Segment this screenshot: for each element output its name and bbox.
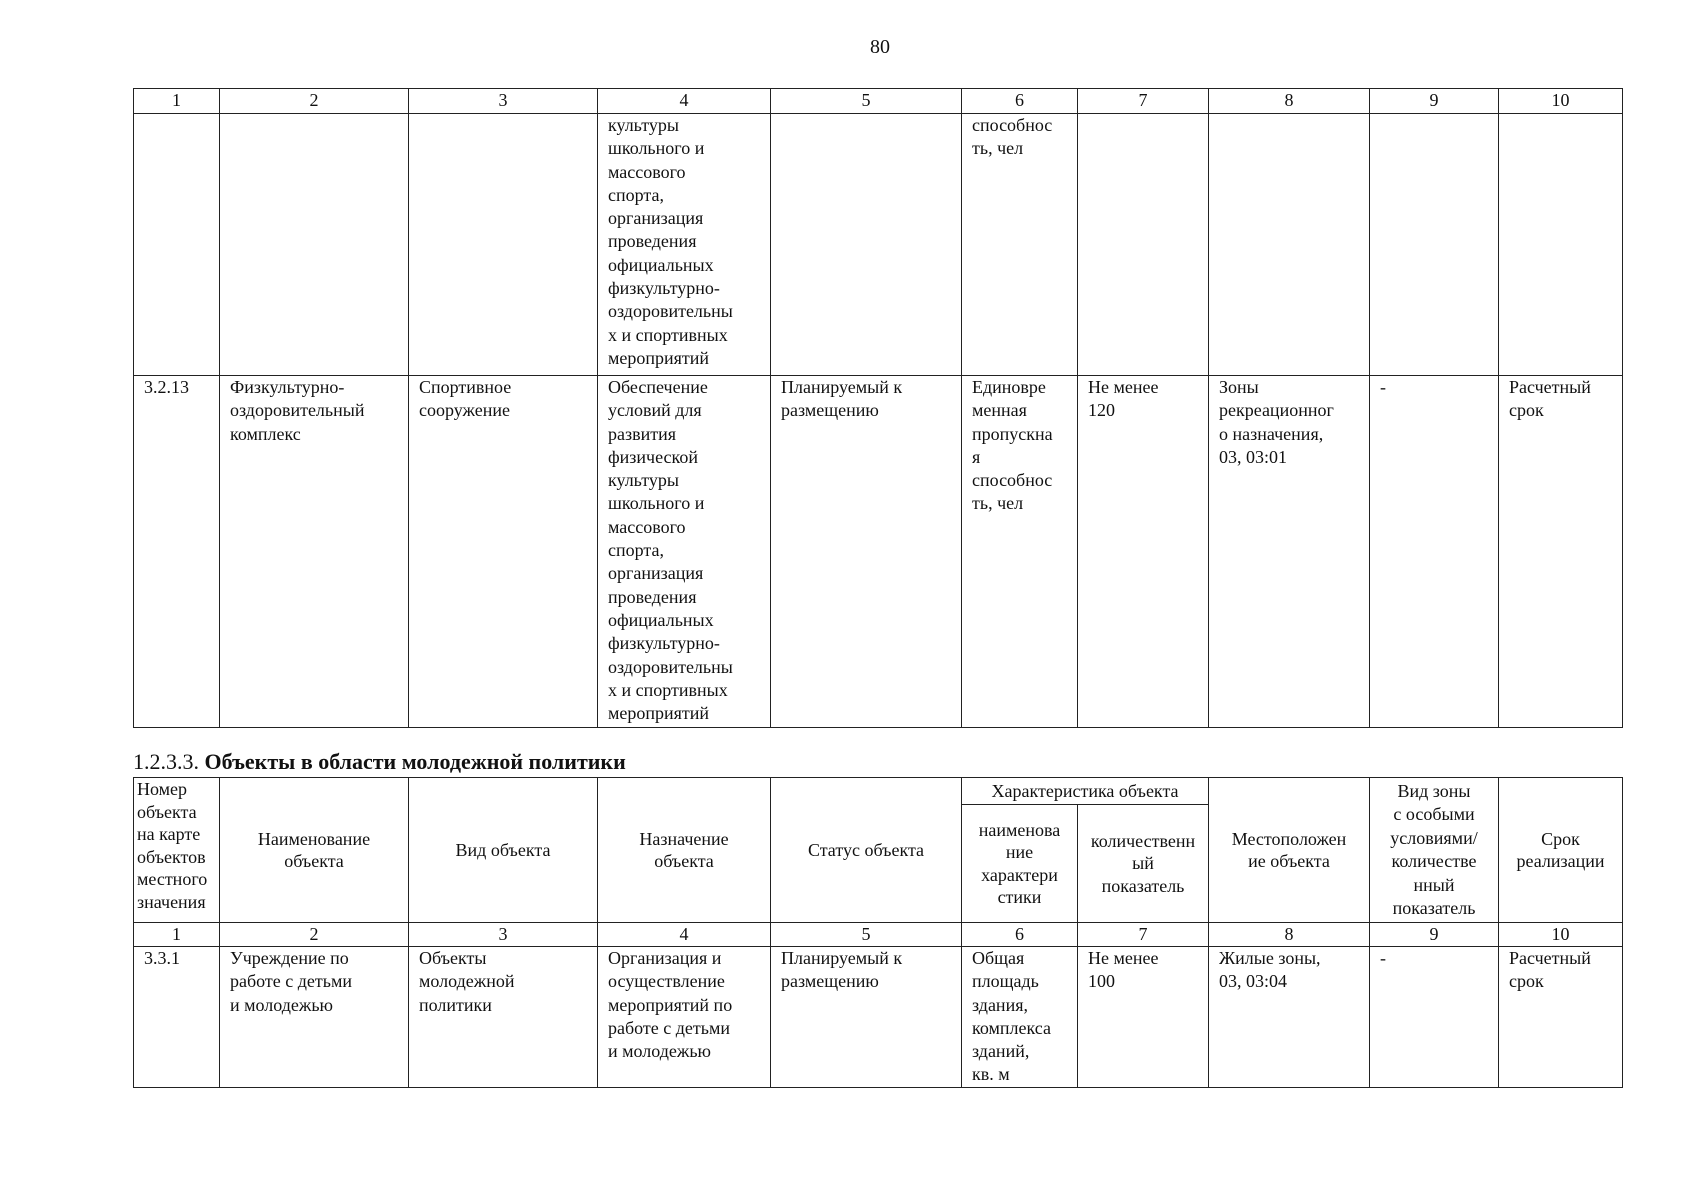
purpose-cell: Организация и осуществление мероприятий по работе с детьми и молодежью [598, 947, 771, 1088]
col-num-10: 10 [1499, 89, 1623, 114]
header-object-number: Номер объекта на карте объектов местного значения [134, 778, 220, 923]
object-name-cell: Учреждение по работе с детьми и молодежью [220, 947, 409, 1088]
col-num-4: 4 [598, 923, 771, 947]
sports-facilities-table [133, 88, 1623, 728]
col-num-7: 7 [1078, 89, 1209, 114]
header-quantity: количественн ый показатель [1078, 805, 1209, 923]
section-title: Объекты в области молодежной политики [204, 749, 626, 774]
col-num-6: 6 [962, 923, 1078, 947]
header-characteristic-name: наименова ние характери стики [962, 805, 1078, 923]
col-num-9: 9 [1370, 923, 1499, 947]
youth-policy-header-table [133, 777, 1623, 923]
col-num-2: 2 [220, 89, 409, 114]
header-object-type: Вид объекта [409, 778, 598, 923]
purpose-cell: Обеспечение условий для развития физической культуры школьного и массового спорта, организация проведения официальных физкультурно- оздоровительны х и спортивных мероприятий [598, 376, 771, 728]
location-cell: Жилые зоны, 03, 03:04 [1209, 947, 1370, 1088]
col-num-5: 5 [771, 89, 962, 114]
header-object-purpose: Назначение объекта [598, 778, 771, 923]
col-num-8: 8 [1209, 923, 1370, 947]
object-number-cell: 3.3.1 [134, 947, 220, 1088]
col-num-2: 2 [220, 923, 409, 947]
table-row [134, 114, 1623, 376]
quantity-cell: Не менее 100 [1078, 947, 1209, 1088]
term-cell: Расчетный срок [1499, 376, 1623, 728]
table-row [134, 376, 1623, 728]
purpose-cell: культуры школьного и массового спорта, организация проведения официальных физкультурно- оздоровительны х и спортивных мероприятий [598, 114, 771, 376]
table-row [134, 947, 1623, 1088]
object-type-cell: Спортивное сооружение [409, 376, 598, 728]
location-cell: Зоны рекреационног о назначения, 03, 03:01 [1209, 376, 1370, 728]
term-cell: Расчетный срок [1499, 947, 1623, 1088]
header-special-zone: Вид зоны с особыми условиями/ количестве нный показатель [1370, 778, 1499, 923]
header-object-characteristic: Характеристика объекта [962, 778, 1209, 805]
header-object-location: Местоположен ие объекта [1209, 778, 1370, 923]
characteristic-name-cell: Общая площадь здания, комплекса зданий, кв. м [962, 947, 1078, 1088]
col-num-3: 3 [409, 89, 598, 114]
col-num-4: 4 [598, 89, 771, 114]
section-number: 1.2.3.3. [133, 749, 199, 774]
column-number-row [134, 89, 1623, 114]
zone-cell: - [1370, 947, 1499, 1088]
status-cell: Планируемый к размещению [771, 947, 962, 1088]
col-num-1: 1 [134, 923, 220, 947]
header-implementation-term: Срок реализации [1499, 778, 1623, 923]
col-num-1: 1 [134, 89, 220, 114]
status-cell: Планируемый к размещению [771, 376, 962, 728]
col-num-7: 7 [1078, 923, 1209, 947]
col-num-3: 3 [409, 923, 598, 947]
object-number-cell: 3.2.13 [134, 376, 220, 728]
characteristic-name-cell: Единовре менная пропускна я способнос ть, чел [962, 376, 1078, 728]
page-number: 80 [870, 36, 890, 58]
youth-policy-table [133, 922, 1623, 1088]
object-name-cell: Физкультурно- оздоровительный комплекс [220, 376, 409, 728]
quantity-cell: Не менее 120 [1078, 376, 1209, 728]
col-num-5: 5 [771, 923, 962, 947]
col-num-10: 10 [1499, 923, 1623, 947]
column-number-row [134, 923, 1623, 947]
header-row-top [134, 778, 1623, 805]
col-num-6: 6 [962, 89, 1078, 114]
col-num-9: 9 [1370, 89, 1499, 114]
col-num-8: 8 [1209, 89, 1370, 114]
section-heading [133, 749, 626, 775]
characteristic-name-cell: способнос ть, чел [962, 114, 1078, 376]
header-object-name: Наименование объекта [220, 778, 409, 923]
header-object-status: Статус объекта [771, 778, 962, 923]
zone-cell: - [1370, 376, 1499, 728]
object-type-cell: Объекты молодежной политики [409, 947, 598, 1088]
